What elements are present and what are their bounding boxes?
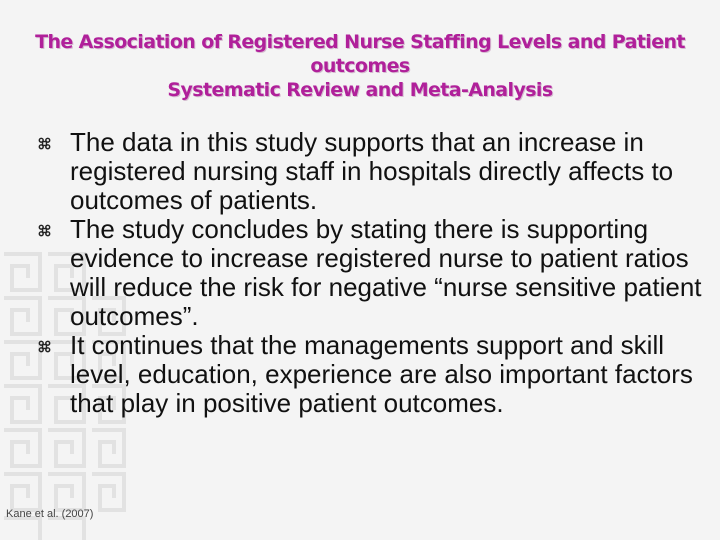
citation: Kane et al. (2007) <box>6 508 94 520</box>
title-line-2: outcomes <box>310 55 410 77</box>
bullet-text: The data in this study supports that an increase in registered nursing staff in hospitals directly affects to outcomes of patients. <box>70 127 674 215</box>
slide-title <box>20 30 700 102</box>
command-key-icon <box>38 340 51 353</box>
title-line-3: Systematic Review and Meta-Analysis <box>167 79 553 101</box>
bullet-text: It continues that the managements support and skill level, education, experience are also important factors that play in positive patient outcomes. <box>70 330 693 418</box>
command-key-icon <box>38 137 51 150</box>
title-line-1: The Association of Registered Nurse Staffing Levels and Patient <box>35 31 685 53</box>
command-key-icon <box>38 224 51 237</box>
bullet-item <box>38 331 708 418</box>
bullet-item <box>38 215 708 331</box>
bullet-list <box>38 128 708 418</box>
bullet-item <box>38 128 708 215</box>
bullet-text: The study concludes by stating there is supporting evidence to increase registered nurse to patient ratios will reduce the risk for negative “nurse sensitive patient outcomes”. <box>70 214 702 331</box>
